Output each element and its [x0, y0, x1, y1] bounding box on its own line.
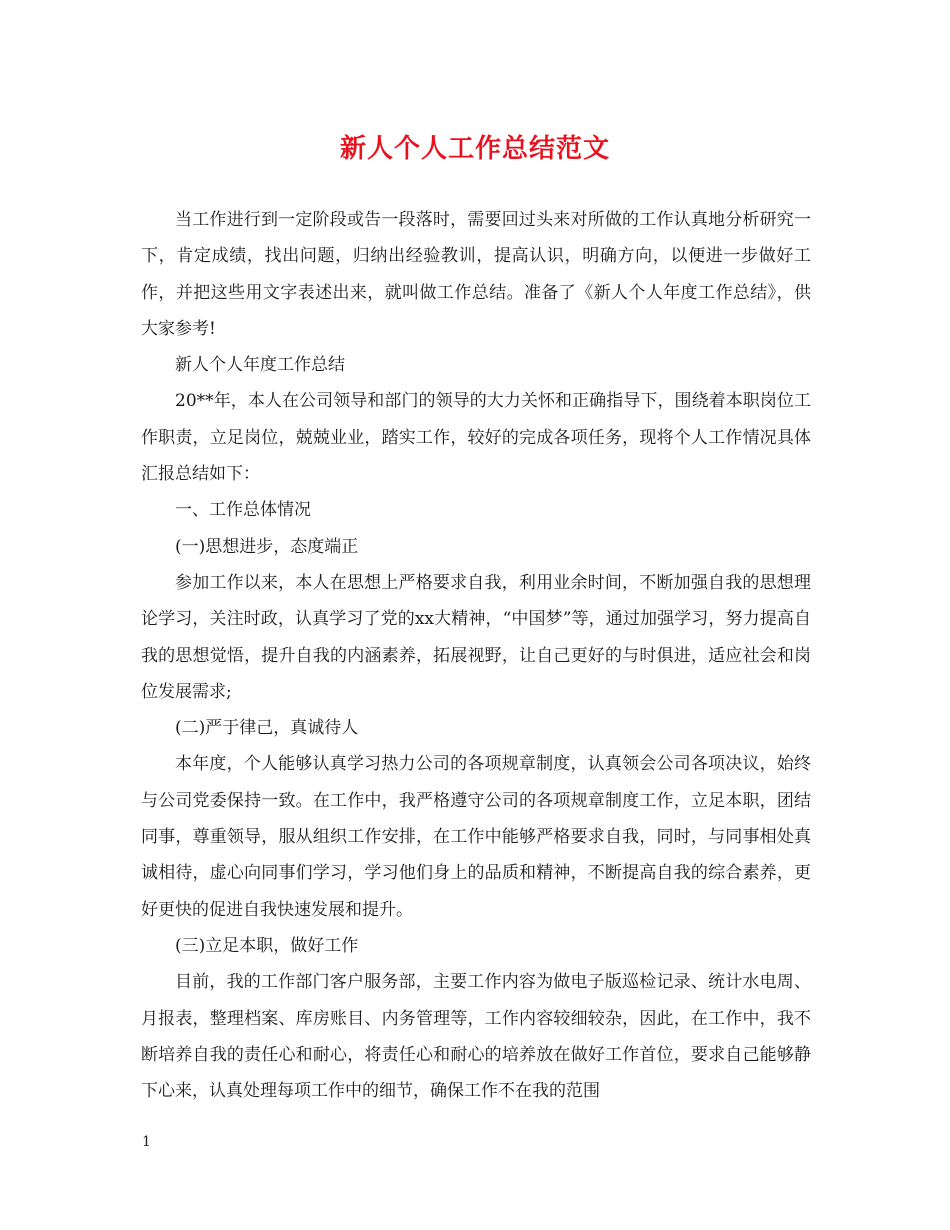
- body-paragraph: 参加工作以来，本人在思想上严格要求自我，利用业余时间，不断加强自我的思想理论学习，关注时政，认真学习了党的xx大精神，“中国梦”等，通过加强学习，努力提高自我的思想觉悟，提升自我的内涵素养，拓展视野，让自己更好的与时俱进，适应社会和岗位发展需求;: [141, 572, 811, 702]
- document-title: 新人个人工作总结范文: [339, 134, 610, 164]
- body-paragraph: 本年度，个人能够认真学习热力公司的各项规章制度，认真领会公司各项决议，始终与公司党委保持一致。在工作中，我严格遵守公司的各项规章制度工作，立足本职，团结同事，尊重领导，服从组织工作安排，在工作中能够严格要求自我，同时，与同事相处真诚相待，虚心向同事们学习，学习他们身上的品质和精神，不断提高自我的综合素养，更好更快的促进自我快速发展和提升。: [141, 754, 811, 920]
- body-paragraph: 目前，我的工作部门客户服务部，主要工作内容为做电子版巡检记录、统计水电周、月报表，整理档案、库房账目、内务管理等，工作内容较细较杂，因此，在工作中，我不断培养自我的责任心和耐心，将责任心和耐心的培养放在做好工作首位，要求自己能够静下心来，认真处理每项工作中的细节，确保工作不在我的范围: [141, 972, 811, 1102]
- subsection-heading: (二)严于律己，真诚待人: [175, 718, 359, 739]
- document-body: [141, 202, 811, 1109]
- subsection-heading: (一)思想进步，态度端正: [175, 536, 359, 557]
- page-number: 1: [142, 1134, 151, 1150]
- intro-paragraph: 当工作进行到一定阶段或告一段落时，需要回过头来对所做的工作认真地分析研究一下，肯定成绩，找出问题，归纳出经验教训，提高认识，明确方向，以便进一步做好工作，并把这些用文字表述出来，就叫做工作总结。准备了《新人个人年度工作总结》，供大家参考!: [141, 210, 811, 339]
- summary-paragraph: 20**年，本人在公司领导和部门的领导的大力关怀和正确指导下，围绕着本职岗位工作职责，立足岗位，兢兢业业，踏实工作，较好的完成各项任务，现将个人工作情况具体汇报总结如下：: [141, 391, 811, 485]
- subsection-heading: (三)立足本职，做好工作: [175, 935, 359, 956]
- section-heading: 新人个人年度工作总结: [175, 355, 345, 376]
- section-heading: 一、工作总体情况: [175, 500, 311, 521]
